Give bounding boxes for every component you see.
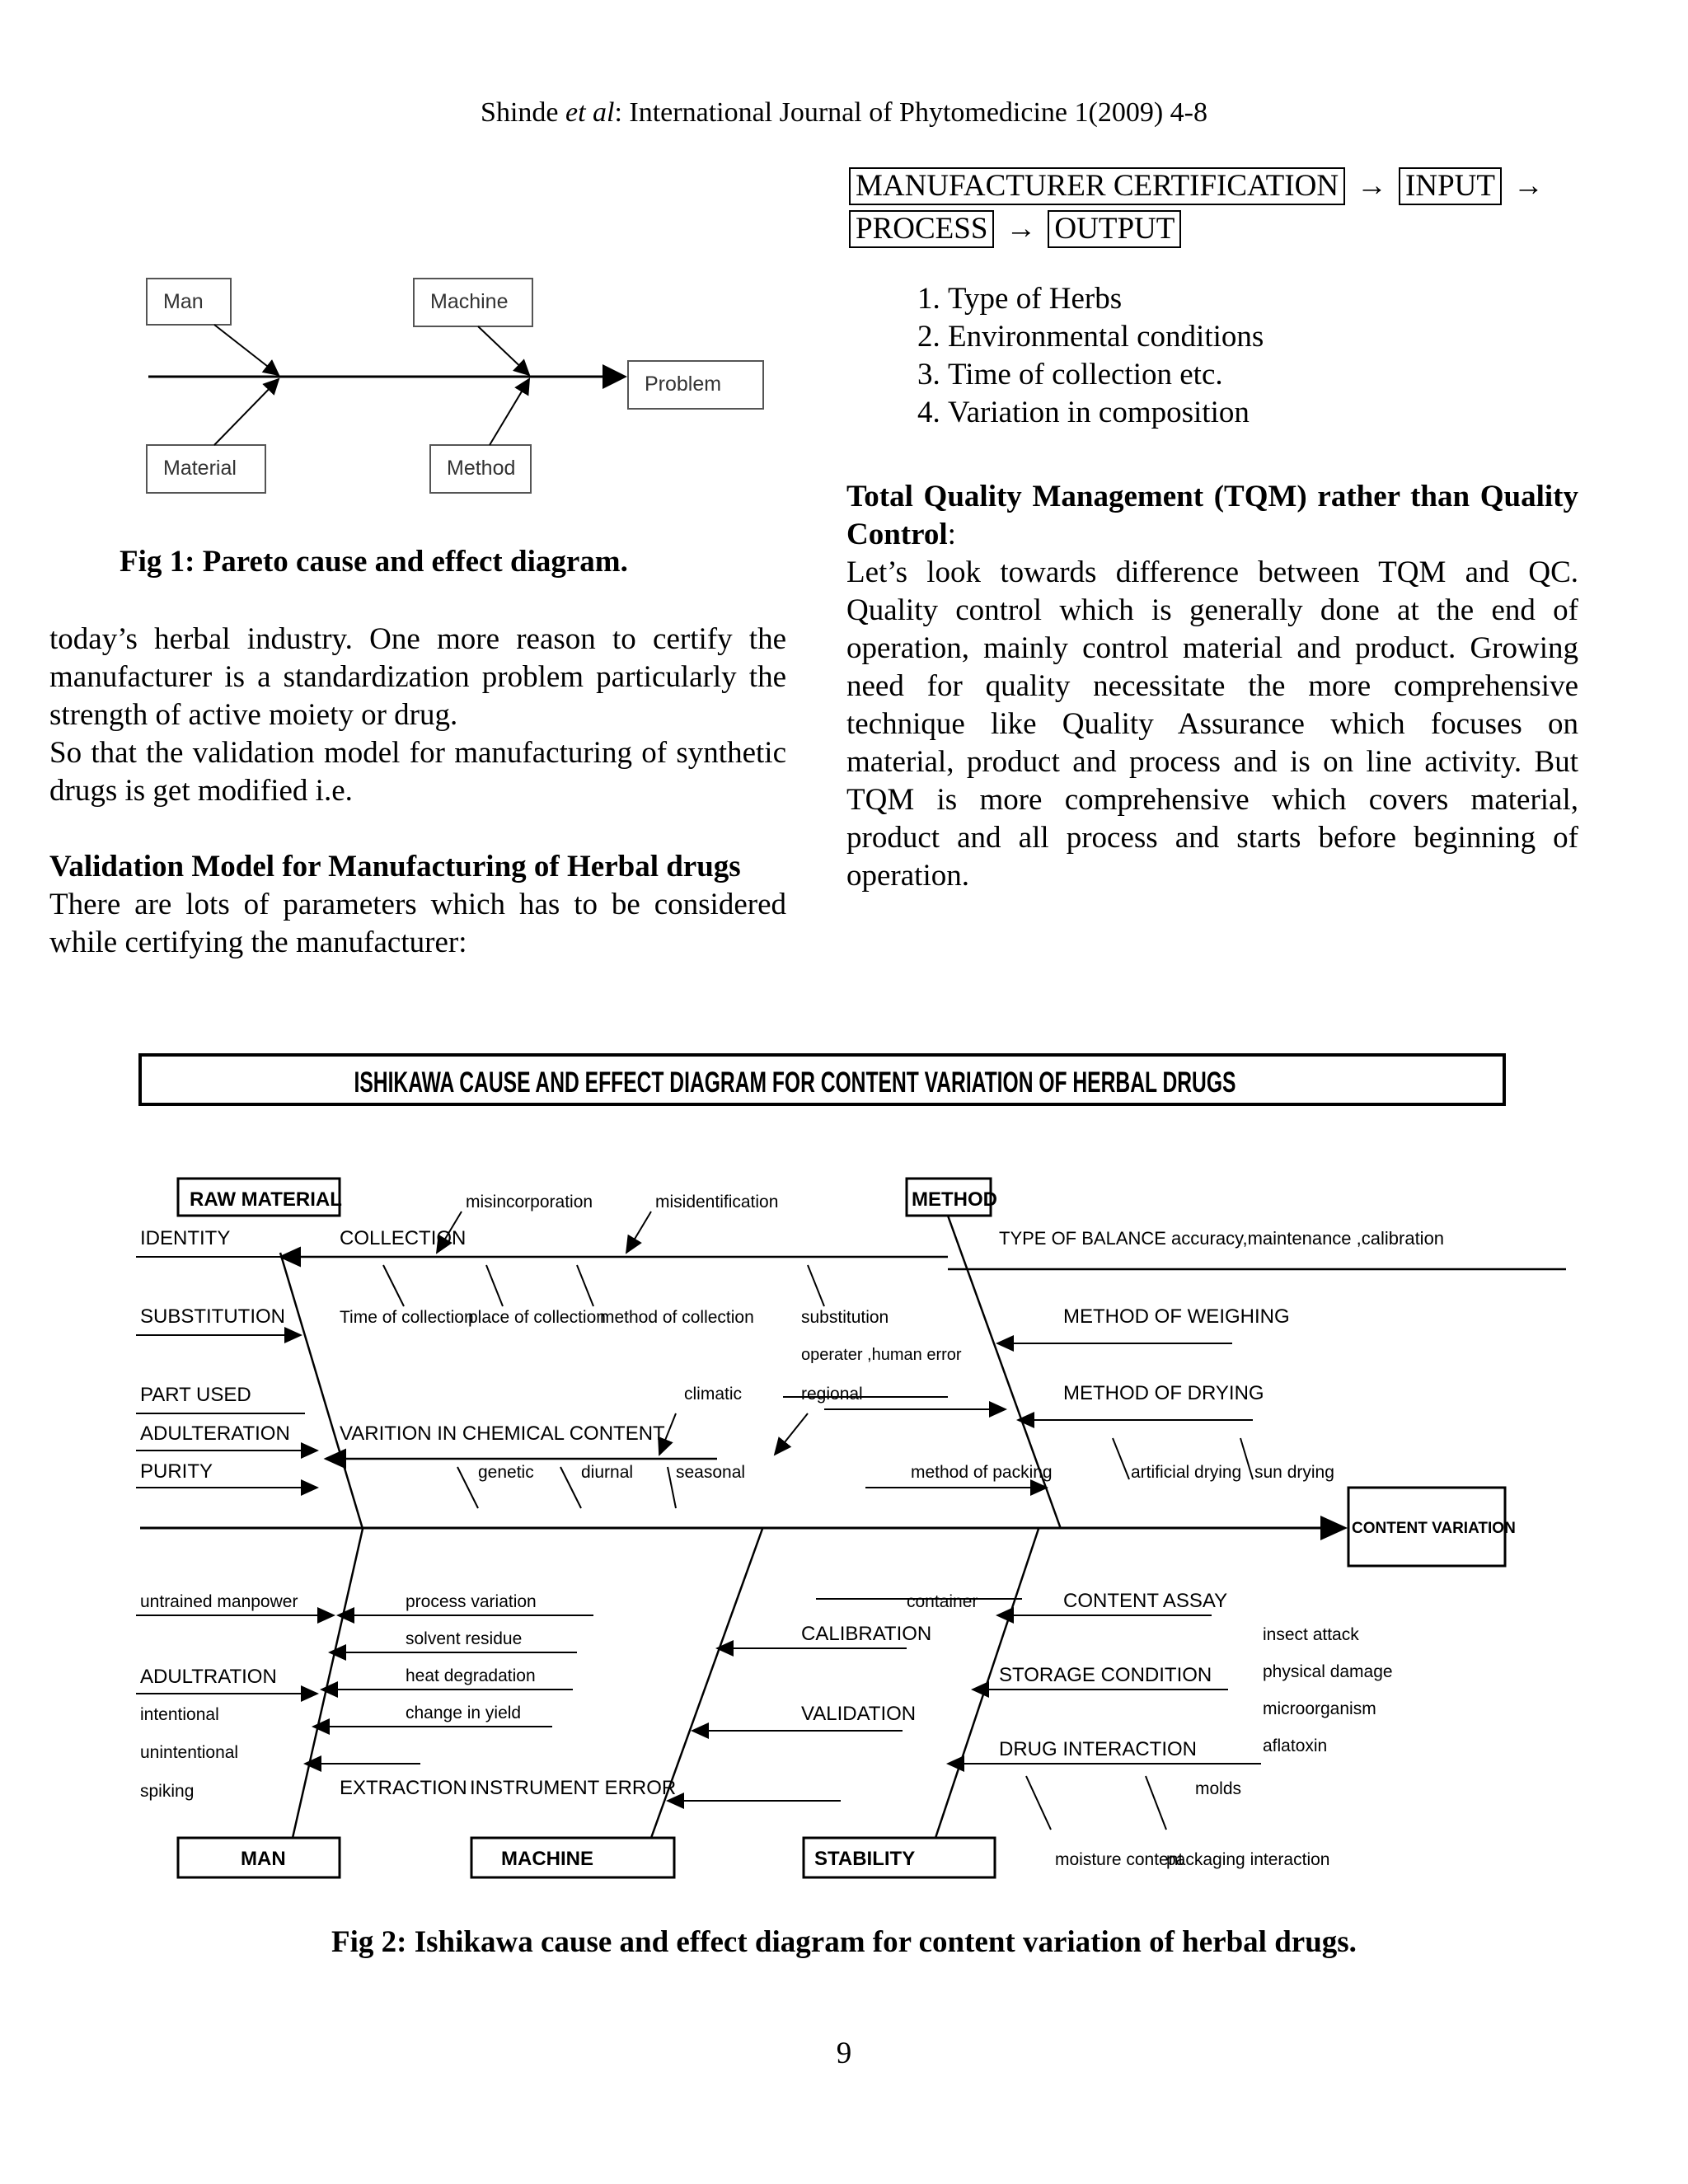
fig2-title: ISHIKAWA CAUSE AND EFFECT DIAGRAM FOR CONTENT VARIATION OF HERBAL DRUGS [354,1066,1236,1099]
fig1-bone-method [490,379,529,445]
label-content-assay: CONTENT ASSAY [1063,1590,1228,1612]
label-artificial-drying: artificial drying [1131,1463,1242,1482]
factor-item: 2. Environmental conditions [948,318,1264,356]
tqm-heading: Total Quality Management (TQM) rather than Quality Control [846,480,1578,551]
label-method-packing: method of packing [911,1463,1053,1482]
label-intentional: intentional [140,1705,219,1724]
tqm-body: Let’s look towards difference between TQM and QC. Quality control which is generally done at the end of operation, mainly control material and product. Growing need for quality necessitate the more comprehensive technique like Quality Assurance which focuses on material, product and process and is on line activity. But TQM is more comprehensive which covers material, product and all process and starts before beginning of operation. [846,555,1578,893]
label-method-weighing: METHOD OF WEIGHING [1063,1305,1290,1328]
label-moisture-content: moisture content [1055,1850,1184,1869]
factor-list [865,280,1264,432]
fig1-bone-machine [478,326,529,375]
label-insect-attack: insect attack [1263,1625,1359,1644]
label-collection: COLLECTION [340,1227,467,1249]
cat-raw-material: RAW MATERIAL [190,1188,342,1211]
label-aflatoxin: aflatoxin [1263,1736,1328,1755]
label-adulteration-low: ADULTRATION [140,1666,277,1688]
label-extraction: EXTRACTION [340,1777,467,1799]
fig1-label-method: Method [447,457,516,480]
fig1-label-material: Material [163,457,237,480]
tick-moisture [1026,1776,1051,1830]
fig1-label-problem: Problem [645,373,722,396]
label-purity: PURITY [140,1460,213,1483]
arrow-regional [775,1413,808,1455]
label-packaging-interaction: packaging interaction [1166,1850,1330,1869]
label-storage-condition: STORAGE CONDITION [999,1664,1212,1686]
label-container: container [907,1592,978,1611]
label-sun-drying: sun drying [1254,1463,1334,1482]
fig1-diagram [124,255,791,519]
factor-item: 4. Variation in composition [948,394,1264,432]
label-physical-damage: physical damage [1263,1662,1393,1681]
cat-machine: MACHINE [501,1848,593,1870]
label-molds: molds [1195,1779,1242,1798]
validation-flow [849,165,1591,251]
label-part-used: PART USED [140,1384,251,1406]
label-genetic: genetic [478,1463,534,1482]
effect-label: CONTENT VARIATION [1352,1520,1516,1537]
tick-artificial-drying [1113,1438,1129,1479]
section-heading-validation: Validation Model for Manufacturing of Herbal drugs [49,850,741,883]
header-authors: Shinde [481,97,565,128]
tick-sun-drying [1240,1438,1253,1479]
label-substitution: substitution [801,1308,889,1327]
label-time-collection: Time of collection [340,1308,474,1327]
fig2-caption: Fig 2: Ishikawa cause and effect diagram for content variation of herbal drugs. [331,1925,1357,1959]
label-diurnal: diurnal [581,1463,634,1482]
header-et-al: et al [565,97,615,128]
tick-packaging [1146,1776,1166,1830]
label-method-drying: METHOD OF DRYING [1063,1382,1264,1404]
cat-man: MAN [241,1848,286,1870]
tick-genetic [457,1467,478,1508]
label-validation: VALIDATION [801,1703,917,1725]
flow-arrow-2: → [1513,169,1544,203]
label-seasonal: seasonal [676,1463,746,1482]
left-para-2: So that the validation model for manufacturing of synthetic drugs is get modified i.e. [49,736,786,808]
tick-place-collection [486,1265,503,1306]
label-variation-chem: VARITION IN CHEMICAL CONTENT [340,1422,665,1445]
fig1-label-machine: Machine [430,290,509,313]
label-untrained-manpower: untrained manpower [140,1592,298,1611]
tqm-heading-colon: : [947,518,956,551]
tick-diurnal [560,1467,581,1508]
label-spiking: spiking [140,1782,195,1801]
flow-arrow-1: → [1357,169,1388,203]
label-unintentional: unintentional [140,1743,239,1762]
label-operator-error: operater ,human error [801,1346,962,1364]
fig1-label-man: Man [163,290,204,313]
left-para-1: today’s herbal industry. One more reason to certify the manufacturer is a standardization problem particularly the strength of active moiety or drug. [49,622,786,732]
label-regional: regional [801,1385,863,1404]
label-drug-interaction: DRUG INTERACTION [999,1738,1197,1760]
left-para-3: There are lots of parameters which has to be considered while certifying the manufacturer: [49,888,786,959]
fig2-ishikawa-diagram [124,1043,1582,1933]
tick-seasonal [668,1467,676,1508]
label-type-balance: TYPE OF BALANCE accuracy,maintenance ,calibration [999,1228,1445,1249]
page-number: 9 [836,2036,852,2070]
label-misincorporation: misincorporation [466,1193,593,1212]
label-instrument-error: INSTRUMENT ERROR [470,1777,677,1799]
fig1-bone-material [214,379,279,445]
header-journal: : International Journal of Phytomedicine 1(2009) 4-8 [614,97,1207,128]
tick-method-collection [577,1265,593,1306]
label-misidentification: misidentification [655,1193,779,1212]
label-climatic: climatic [684,1385,743,1404]
label-change-yield: change in yield [406,1704,522,1722]
arrow-misidentification [626,1212,651,1253]
label-heat-degradation: heat degradation [406,1666,536,1685]
flow-arrow-3: → [1006,212,1037,246]
label-microorganism: microorganism [1263,1699,1376,1718]
fig1-bone-man [214,325,279,375]
cat-method: METHOD [912,1188,997,1211]
tick-time-collection [383,1265,404,1306]
factor-item: 1. Type of Herbs [948,280,1264,318]
flow-step-input: INPUT [1399,167,1502,205]
label-method-collection: method of collection [600,1308,754,1327]
label-process-variation: process variation [406,1592,537,1611]
factor-item: 3. Time of collection etc. [948,356,1264,394]
label-solvent-residue: solvent residue [406,1629,523,1648]
bone-method [948,1216,1061,1529]
running-header [0,97,1688,129]
left-column [49,621,786,962]
label-identity: IDENTITY [140,1227,231,1249]
label-adulteration-top: ADULTERATION [140,1422,290,1445]
label-calibration: CALIBRATION [801,1623,932,1645]
flow-step-manufacturer: MANUFACTURER CERTIFICATION [849,167,1345,205]
fig1-caption: Fig 1: Pareto cause and effect diagram. [120,545,628,579]
label-place-collection: place of collection [468,1308,606,1327]
cat-stability: STABILITY [814,1848,916,1870]
flow-step-process: PROCESS [849,210,994,248]
tick-substitution [808,1265,824,1306]
flow-step-output: OUTPUT [1048,210,1181,248]
tqm-section [846,478,1578,895]
label-substitution-cap: SUBSTITUTION [140,1305,286,1328]
